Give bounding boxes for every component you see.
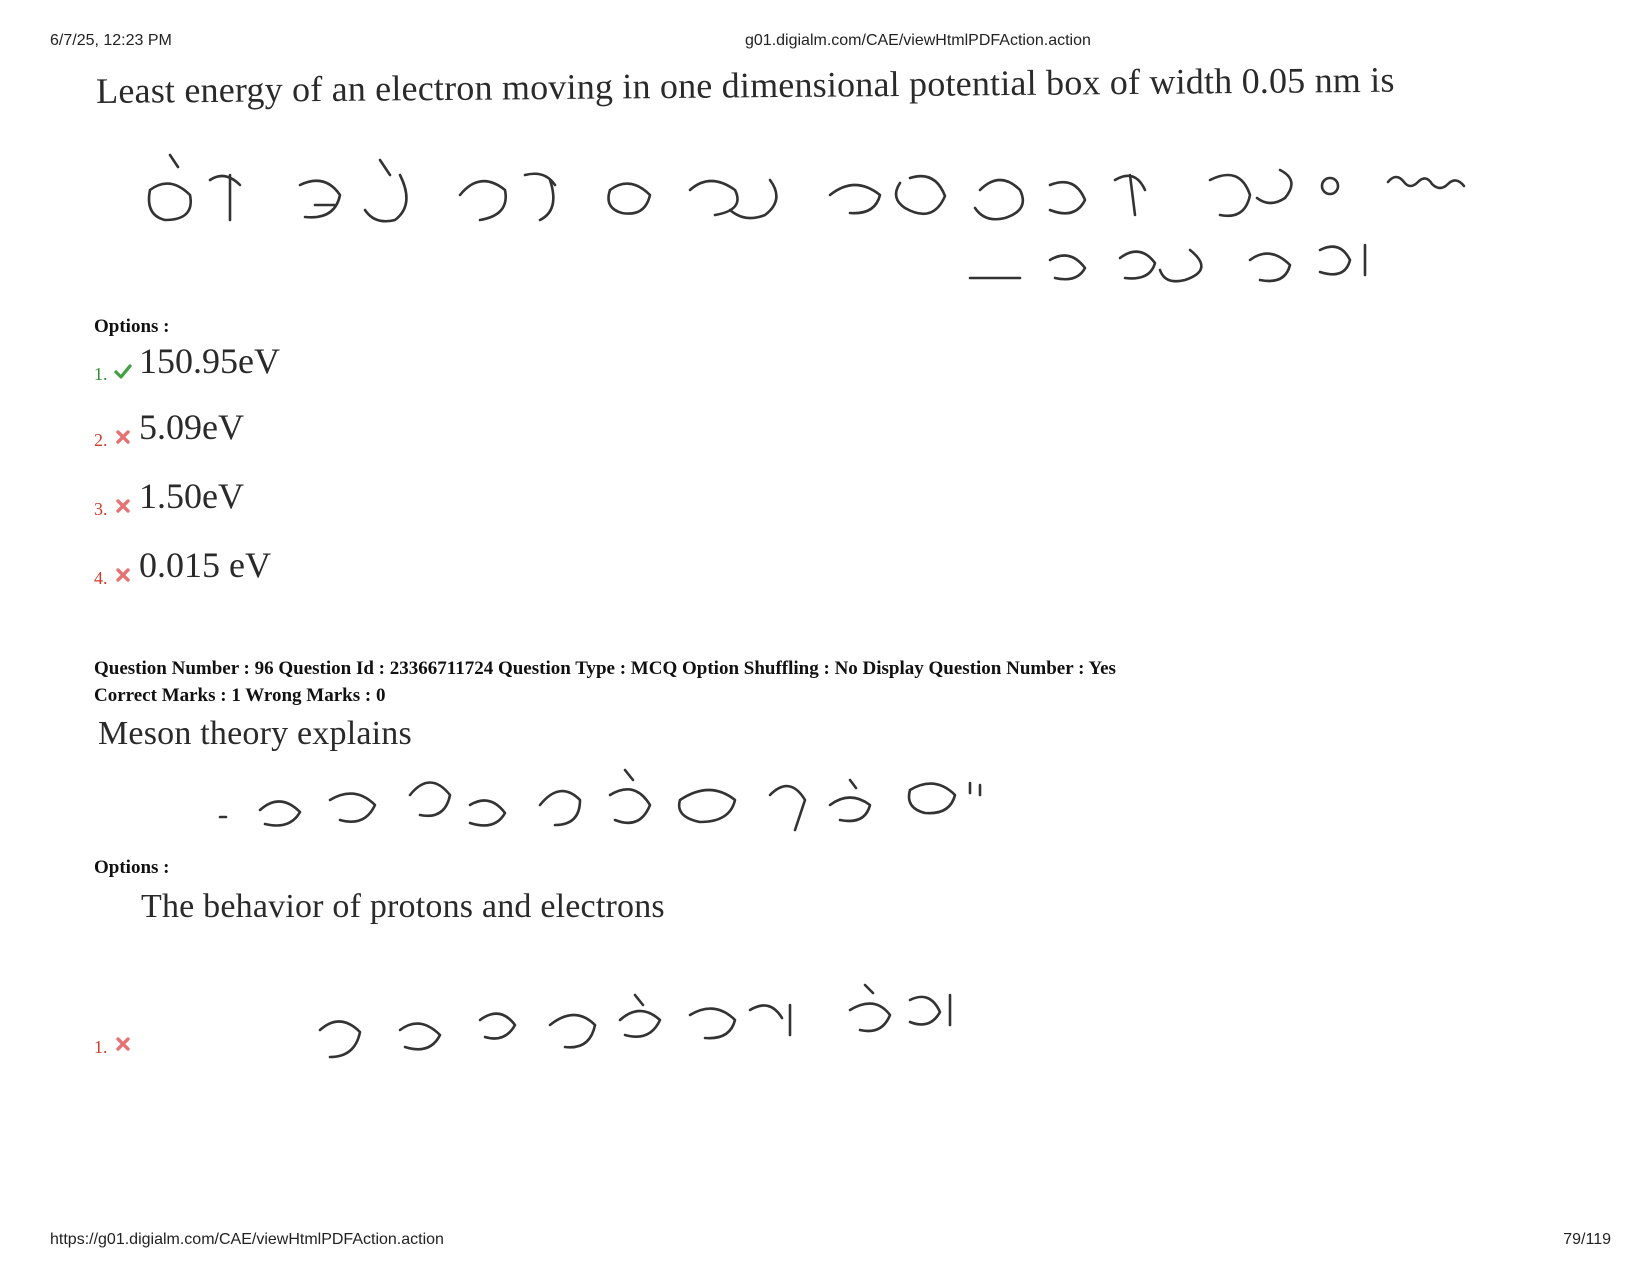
handwritten-urdu-translation-image	[210, 755, 1010, 855]
options-label: Options :	[94, 316, 170, 337]
option-number: 1.	[94, 1037, 108, 1057]
options-label: Options :	[94, 857, 170, 878]
option-value: 150.95eV	[139, 341, 280, 381]
option-value: 5.09eV	[139, 407, 244, 447]
handwritten-urdu-translation-image	[130, 150, 1480, 305]
handwritten-urdu-translation-image	[310, 975, 970, 1070]
question-text: Least energy of an electron moving in one dimensional potential box of width 0.05 nm is	[96, 59, 1395, 111]
question-meta: Question Number : 96 Question Id : 23366711724 Question Type : MCQ Option Shuffling : No Display Question Number : Yes	[94, 658, 1116, 679]
question-marks: Correct Marks : 1 Wrong Marks : 0	[94, 685, 386, 706]
print-page-title: g01.digialm.com/CAE/viewHtmlPDFAction.action	[745, 32, 1091, 49]
cross-icon	[114, 428, 132, 446]
option-number: 4.	[94, 568, 108, 588]
option-number: 3.	[94, 499, 108, 519]
print-footer-url: https://g01.digialm.com/CAE/viewHtmlPDFAction.action	[50, 1231, 444, 1248]
option-value: 0.015 eV	[139, 545, 271, 585]
option-value: 1.50eV	[139, 476, 244, 516]
question-text: Meson theory explains	[98, 715, 412, 752]
option-number: 2.	[94, 430, 108, 450]
print-datetime: 6/7/25, 12:23 PM	[50, 32, 172, 49]
option-value: The behavior of protons and electrons	[141, 888, 665, 925]
option-number: 1.	[94, 364, 108, 384]
cross-icon	[114, 497, 132, 515]
page-number: 79/119	[1563, 1231, 1611, 1248]
cross-icon	[114, 1035, 132, 1053]
check-icon	[114, 363, 132, 381]
cross-icon	[114, 566, 132, 584]
